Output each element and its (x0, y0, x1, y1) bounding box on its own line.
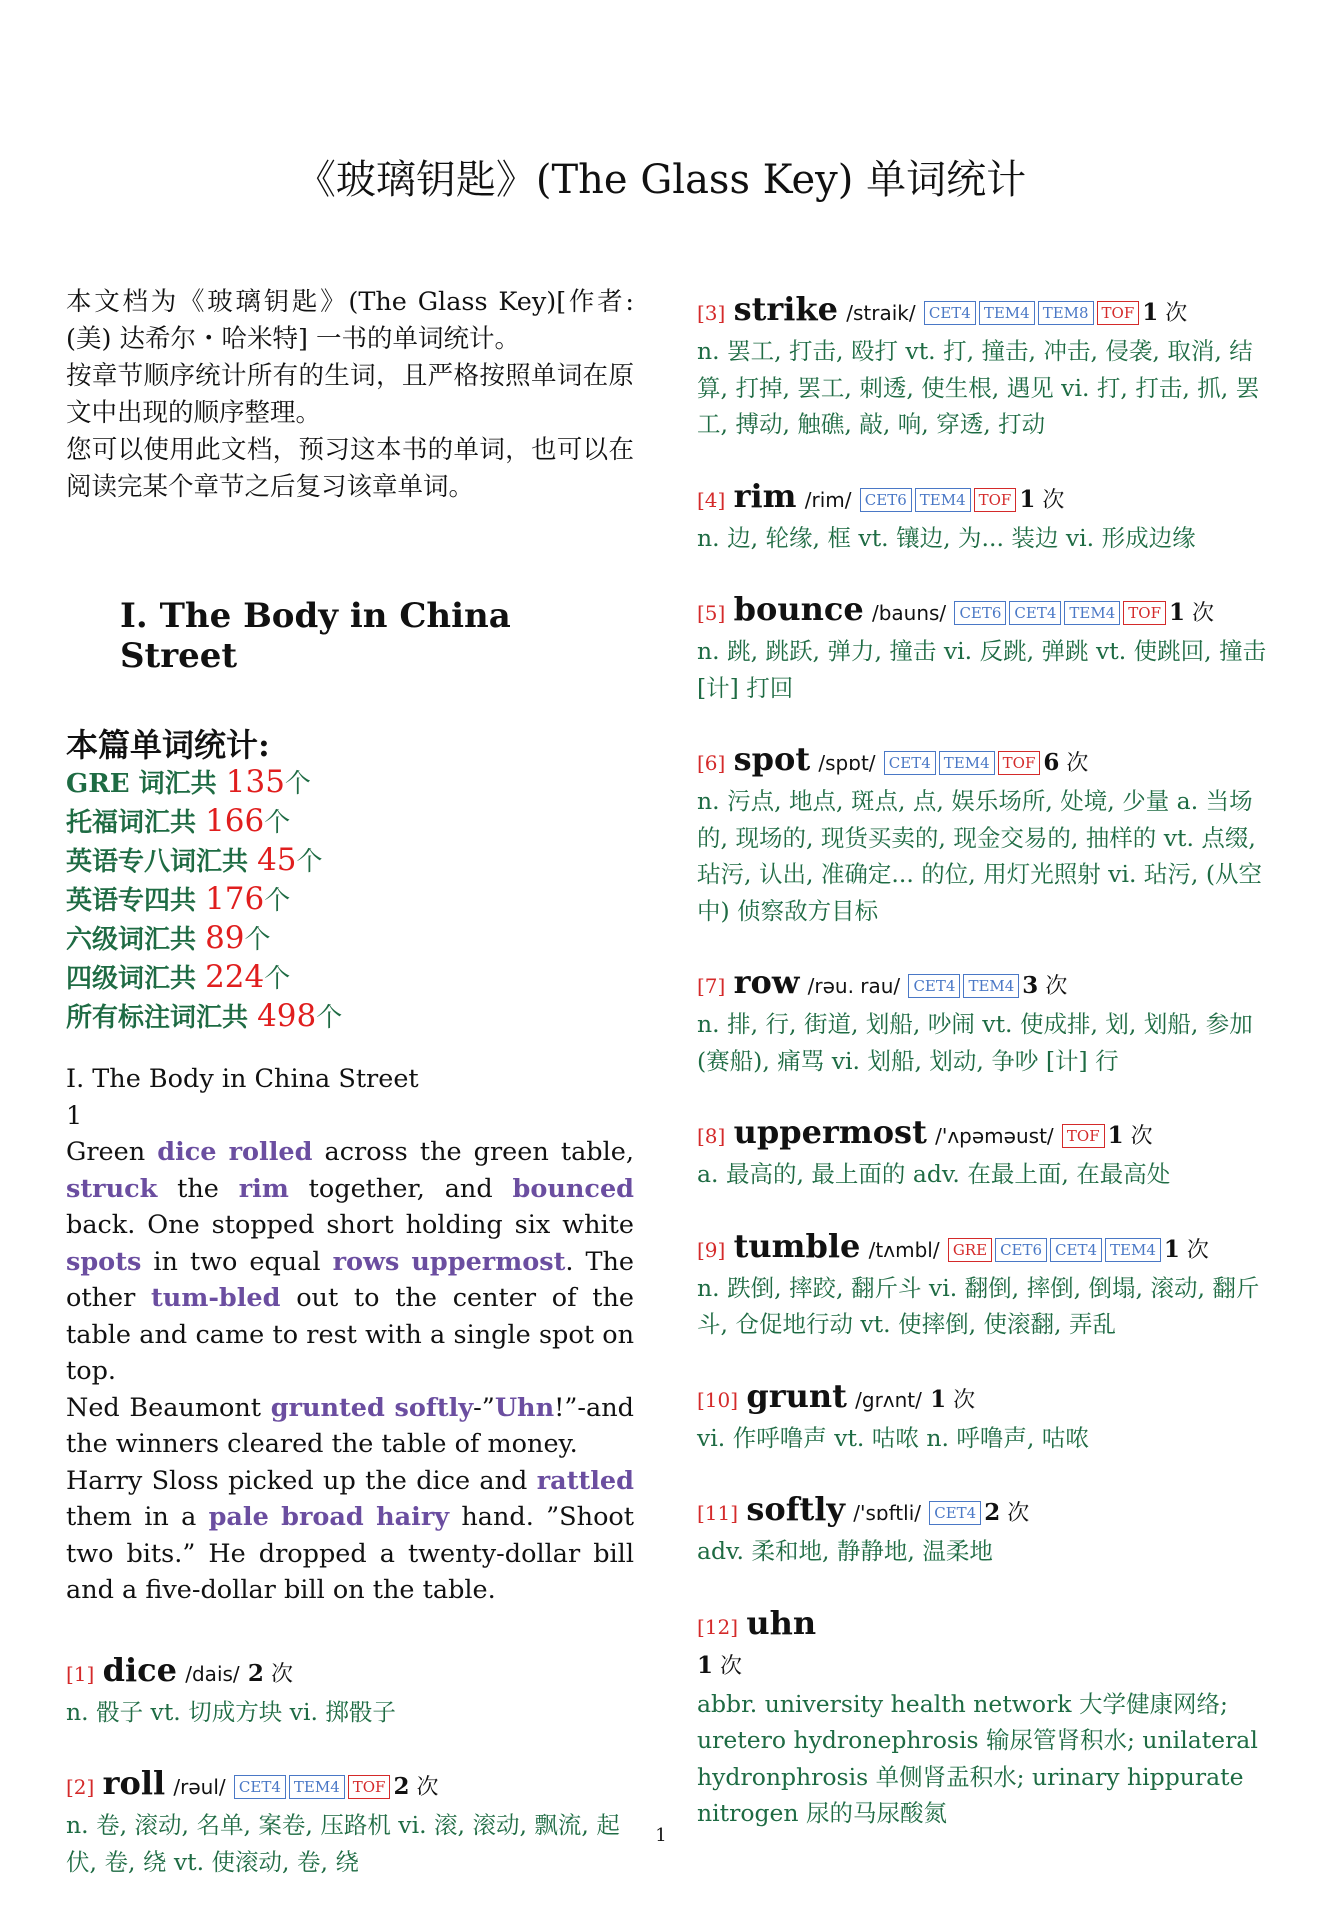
entry-definition: vi. 作呼噜声 vt. 咕哝 n. 呼噜声, 咕哝 (697, 1423, 1089, 1452)
entry-count (1163, 1235, 1209, 1263)
count-unit: 次 (720, 1653, 743, 1679)
entry-definition: n. 污点, 地点, 斑点, 点, 娱乐场所, 处境, 少量 a. 当场的, 现场的, 现货买卖的, 现金交易的, 抽样的 vt. 点缀, 玷污, 认出, 准确定... 的位, 用灯光照射 vi. 玷污, (从空中) 侦察敌方目标 (697, 787, 1263, 925)
entry-phonetic: /grʌnt/ (855, 1387, 922, 1412)
count-unit: 次 (1165, 301, 1188, 326)
entry-head (697, 290, 1267, 333)
entry-word: uppermost (733, 1113, 927, 1151)
vocab-entry (697, 740, 1267, 929)
story-paragraph: Green dice rolled across the green table, struck the rim together, and bounced back. One stopped short holding six white spots in two equal rows uppermost. The other tum-bled out to the center of the table and came to rest with a single spot on top. (66, 1137, 634, 1386)
vocab-entry (697, 290, 1267, 443)
entry-word: tumble (733, 1226, 861, 1265)
entry-word: dice (102, 1650, 177, 1689)
entry-count (1043, 751, 1088, 776)
stat-unit: 个 (244, 925, 271, 955)
entry-head (697, 740, 1267, 783)
entry-index: [12] (697, 1614, 739, 1639)
stat-tem4 (66, 881, 634, 920)
count-number: 2 (393, 1773, 410, 1800)
count-unit: 次 (270, 1661, 293, 1687)
count-number: 1 (1163, 1235, 1180, 1263)
stats-list (66, 764, 634, 1037)
count-number: 2 (984, 1499, 1001, 1526)
entry-index: [7] (697, 974, 726, 998)
entry-index: [2] (66, 1775, 95, 1799)
entry-definition: n. 排, 行, 街道, 划船, 吵闹 vt. 使成排, 划, 划船, 参加 (赛船), 痛骂 vi. 划船, 划动, 争吵 [计] 行 (697, 1010, 1253, 1075)
entry-head (697, 1113, 1267, 1156)
count-unit: 次 (1007, 1501, 1030, 1526)
count-unit: 次 (1042, 487, 1065, 513)
stat-unit: 个 (264, 886, 291, 916)
entry-head (697, 1490, 1267, 1533)
story-paragraph: Ned Beaumont grunted softly-”Uhn!”-and the winners cleared the table of money. (66, 1392, 634, 1459)
vocab-entry (697, 590, 1267, 706)
entry-head (697, 477, 1267, 520)
entry-phonetic: /'sɒftli/ (853, 1501, 921, 1525)
entry-index: [6] (697, 751, 726, 775)
exam-tag: CET4 (924, 301, 976, 325)
exam-tag: TEM4 (963, 974, 1019, 998)
stat-gre (66, 764, 634, 803)
entry-definition: n. 跳, 跳跃, 弹力, 撞击 vi. 反跳, 弹跳 vt. 使跳回, 撞击 [计] 打回 (697, 637, 1267, 702)
entry-head (66, 1651, 634, 1694)
entry-word: spot (733, 740, 811, 778)
entry-phonetic: /straik/ (846, 301, 916, 325)
stat-number: 45 (257, 842, 297, 878)
stat-unit: 个 (296, 847, 323, 877)
stat-label: 托福词汇共 (66, 808, 197, 838)
exam-tag: TOF (998, 751, 1041, 775)
entry-word: uhn (746, 1603, 817, 1642)
entry-word: roll (102, 1764, 166, 1802)
exam-tag: TOF (974, 488, 1017, 512)
intro-line: 按章节顺序统计所有的生词，且严格按照单词在原文中出现的顺序整理。 (66, 361, 634, 428)
vocab-entry (697, 1113, 1267, 1193)
stat-unit: 个 (264, 808, 291, 838)
entry-phonetic: /tʌmbl/ (868, 1237, 940, 1262)
exam-tag: TOF (348, 1775, 391, 1799)
entry-phonetic: /rəu. rau/ (807, 974, 901, 998)
entry-index: [9] (697, 1237, 726, 1262)
entry-definition: n. 骰子 vt. 切成方块 vi. 掷骰子 (66, 1697, 396, 1726)
entry-word: softly (746, 1490, 845, 1528)
intro (66, 284, 634, 506)
story-heading: I. The Body in China Street (66, 1064, 419, 1094)
document-title: 《玻璃钥匙》(The Glass Key) 单词统计 (295, 157, 1027, 203)
entry-count (1022, 974, 1067, 999)
exam-tag: CET6 (954, 601, 1006, 625)
entry-count (1142, 301, 1187, 326)
stat-all (66, 998, 634, 1037)
exam-tag: TEM4 (979, 301, 1035, 325)
entry-count (1169, 601, 1214, 626)
entry-word: strike (733, 290, 838, 328)
count-number: 1 (1168, 599, 1185, 626)
count-number: 1 (697, 1651, 714, 1679)
count-number: 3 (1022, 972, 1039, 999)
vocab-entry (697, 1604, 1267, 1832)
stat-cet4 (66, 959, 634, 998)
entry-word: bounce (733, 590, 864, 628)
exam-tag: CET4 (908, 974, 960, 998)
exam-tag: TOF (1097, 301, 1140, 325)
exam-tag: CET4 (1009, 601, 1061, 625)
stat-label: 英语专四共 (66, 886, 197, 916)
page-number: 1 (655, 1825, 667, 1846)
vocab-entry (66, 1764, 634, 1880)
stat-unit: 个 (316, 1003, 343, 1033)
stat-cet6 (66, 920, 634, 959)
left-column (66, 284, 634, 1914)
entry-phonetic: /rəul/ (173, 1775, 226, 1799)
entry-definition: n. 跌倒, 摔跤, 翻斤斗 vi. 翻倒, 摔倒, 倒塌, 滚动, 翻斤斗, 仓促地行动 vt. 使摔倒, 使滚翻, 弄乱 (697, 1273, 1260, 1338)
count-unit: 次 (1130, 1124, 1153, 1149)
exam-tag: CET4 (929, 1501, 981, 1525)
entry-definition: n. 卷, 滚动, 名单, 案卷, 压路机 vi. 滚, 滚动, 飘流, 起伏, 卷, 绕 vt. 使滚动, 卷, 绕 (66, 1811, 620, 1876)
entry-phonetic: /dais/ (185, 1661, 240, 1686)
stat-number: 224 (205, 959, 265, 995)
entry-index: [1] (66, 1661, 95, 1686)
entry-word: row (733, 963, 800, 1001)
count-unit: 次 (1045, 974, 1068, 999)
count-number: 1 (1142, 299, 1159, 326)
count-unit: 次 (953, 1387, 976, 1413)
exam-tag: CET4 (234, 1775, 286, 1799)
entry-head (697, 963, 1267, 1006)
entry-count (1108, 1124, 1153, 1149)
entry-count (697, 1651, 743, 1679)
stat-unit: 个 (284, 769, 311, 799)
count-number: 6 (1043, 749, 1060, 776)
right-entry-list (697, 290, 1267, 1866)
exam-tag: TEM4 (939, 751, 995, 775)
count-number: 2 (247, 1659, 264, 1687)
entry-count (1019, 485, 1065, 513)
count-unit: 次 (416, 1775, 439, 1800)
exam-tag: CET6 (860, 488, 912, 512)
intro-line: 您可以使用此文档，预习这本书的单词，也可以在阅读完某个章节之后复习该章单词。 (66, 435, 634, 502)
exam-tag: TEM4 (1064, 601, 1120, 625)
entry-head (697, 590, 1267, 633)
entry-definition: n. 罢工, 打击, 殴打 vt. 打, 撞击, 冲击, 侵袭, 取消, 结算, 打掉, 罢工, 刺透, 使生根, 遇见 vi. 打, 打击, 抓, 罢工, 搏动, 触礁, 敲, 响, 穿透, 打动 (697, 337, 1260, 438)
exam-tag: TEM4 (1105, 1238, 1161, 1262)
exam-tag: GRE (948, 1238, 992, 1262)
entry-word: grunt (746, 1376, 847, 1415)
vocab-entry (697, 1490, 1267, 1570)
entry-head (697, 1227, 1267, 1270)
entry-count (393, 1775, 438, 1800)
count-unit: 次 (1186, 1237, 1209, 1263)
entry-count (247, 1659, 293, 1687)
entry-index: [10] (697, 1387, 739, 1412)
story-text (66, 1061, 634, 1609)
stat-number: 166 (205, 803, 265, 839)
stat-toefl (66, 803, 634, 842)
stat-tem8 (66, 842, 634, 881)
stat-number: 498 (257, 998, 317, 1034)
stat-number: 176 (205, 881, 265, 917)
exam-tag: TOF (1062, 1124, 1105, 1148)
entry-index: [11] (697, 1501, 739, 1525)
entry-definition: n. 边, 轮缘, 框 vt. 镶边, 为... 装边 vi. 形成边缘 (697, 523, 1196, 552)
count-number: 1 (1019, 485, 1036, 513)
entry-definition: a. 最高的, 最上面的 adv. 在最上面, 在最高处 (697, 1160, 1171, 1188)
entry-definition: abbr. university health network 大学健康网络; uretero hydronephrosis 输尿管肾积水; unilateral hydronphrosis 单侧肾盂积水; urinary hippurate nitrogen 尿的马尿酸氮 (697, 1689, 1258, 1827)
stat-number: 135 (225, 764, 285, 800)
entry-head (66, 1764, 634, 1807)
stat-unit: 个 (264, 964, 291, 994)
count-number: 1 (1107, 1122, 1124, 1149)
chapter-heading: I. The Body in China Street (120, 596, 511, 676)
stat-label: GRE 词汇共 (66, 769, 217, 799)
entry-definition: adv. 柔和地, 静静地, 温柔地 (697, 1537, 993, 1565)
exam-tag: CET4 (884, 751, 936, 775)
intro-line: 本文档为《玻璃钥匙》(The Glass Key)[作者: (美) 达希尔・哈米特] 一书的单词统计。 (66, 287, 634, 354)
story-paragraph: Harry Sloss picked up the dice and rattled them in a pale broad hairy hand. ”Shoot two bits.” He dropped a twenty-dollar bill and a five-dollar bill on the table. (66, 1465, 635, 1605)
stat-label: 四级词汇共 (66, 964, 197, 994)
exam-tag: TEM8 (1038, 301, 1094, 325)
stat-number: 89 (205, 920, 245, 956)
exam-tag: CET6 (995, 1238, 1047, 1262)
entry-head (697, 1377, 1267, 1420)
entry-count (984, 1501, 1029, 1526)
entry-index: [3] (697, 301, 726, 325)
vocab-entry (697, 963, 1267, 1079)
entry-phonetic: /spɒt/ (818, 751, 876, 775)
vocab-entry (697, 1377, 1267, 1457)
count-number: 1 (930, 1385, 947, 1413)
vocab-entry (697, 477, 1267, 557)
entry-phonetic: /bauns/ (871, 601, 947, 625)
entry-phonetic: /'ʌpəməust/ (935, 1124, 1054, 1148)
entry-phonetic: /rim/ (804, 487, 852, 512)
entry-word: rim (733, 476, 797, 515)
vocab-entry (66, 1651, 634, 1731)
entry-index: [4] (697, 487, 726, 512)
exam-tag: TEM4 (915, 488, 971, 512)
exam-tag: TEM4 (289, 1775, 345, 1799)
count-unit: 次 (1066, 751, 1089, 776)
exam-tag: TOF (1123, 601, 1166, 625)
stats-title: 本篇单词统计: (66, 726, 270, 764)
stat-label: 英语专八词汇共 (66, 847, 249, 877)
vocab-entry (697, 1227, 1267, 1343)
entry-count (930, 1385, 976, 1413)
entry-index: [8] (697, 1124, 726, 1148)
stat-label: 所有标注词汇共 (66, 1003, 249, 1033)
count-unit: 次 (1192, 601, 1215, 626)
stat-label: 六级词汇共 (66, 925, 197, 955)
exam-tag: CET4 (1050, 1238, 1102, 1262)
entry-index: [5] (697, 601, 726, 625)
story-number: 1 (66, 1100, 83, 1131)
entry-count-line (697, 1646, 1267, 1686)
entry-head (697, 1604, 1267, 1646)
